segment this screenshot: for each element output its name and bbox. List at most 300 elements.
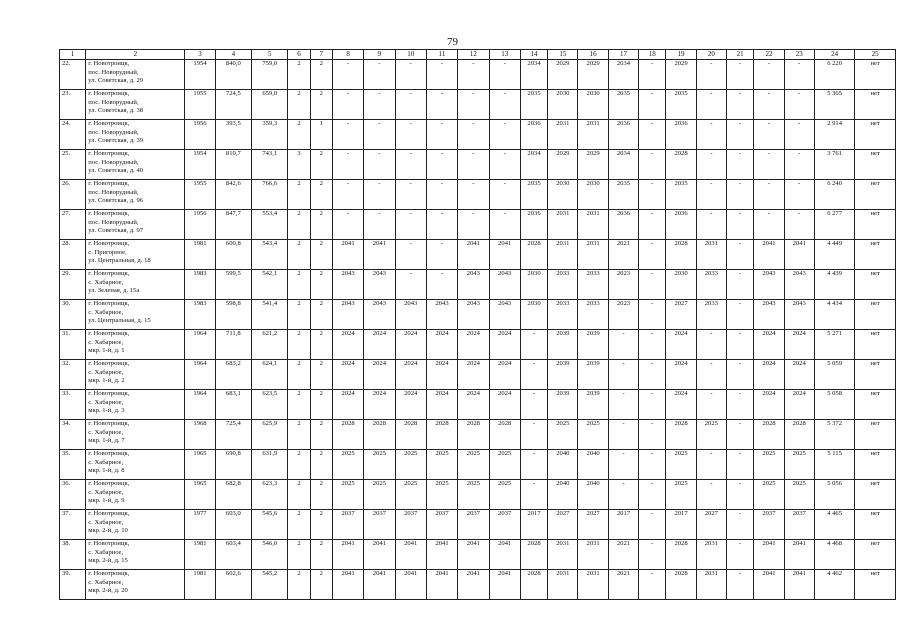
value-cell: 1955 [185, 90, 215, 120]
value-cell: 543,4 [252, 240, 288, 270]
value-cell: 2 [310, 210, 332, 240]
value-cell: 2037 [426, 510, 457, 540]
value-cell: 1956 [185, 120, 215, 150]
value-cell: 2 [288, 360, 310, 390]
address-cell [86, 510, 185, 540]
address-cell [86, 480, 185, 510]
value-cell: 1977 [185, 510, 215, 540]
value-cell: 2024 [784, 330, 814, 360]
value-cell: 2028 [754, 420, 784, 450]
value-cell: 2024 [332, 330, 363, 360]
value-cell: 2024 [364, 390, 395, 420]
value-cell: 2043 [489, 300, 520, 330]
value-cell: 711,8 [215, 330, 251, 360]
value-cell: 5 056 [814, 480, 854, 510]
value-cell: 598,8 [215, 300, 251, 330]
value-cell: - [520, 390, 547, 420]
value-cell: 1983 [185, 300, 215, 330]
value-cell: 2035 [666, 180, 696, 210]
value-cell: - [364, 60, 395, 90]
value-cell: 2 [310, 570, 332, 600]
value-cell: 2041 [395, 570, 426, 600]
value-cell: 1981 [185, 240, 215, 270]
column-header: 19 [666, 50, 696, 60]
value-cell: 2031 [548, 540, 578, 570]
value-cell: - [754, 60, 784, 90]
row-number-cell: 33. [60, 390, 86, 420]
value-cell: 2021 [608, 570, 638, 600]
value-cell: 2040 [578, 450, 608, 480]
value-cell: - [727, 150, 754, 180]
table-row [60, 360, 896, 390]
value-cell: 2 [310, 360, 332, 390]
value-cell: 2033 [548, 270, 578, 300]
value-cell: 724,5 [215, 90, 251, 120]
value-cell: - [608, 390, 638, 420]
value-cell: 2027 [548, 510, 578, 540]
column-header: 4 [215, 50, 251, 60]
value-cell: 2028 [666, 570, 696, 600]
value-cell: 810,7 [215, 150, 251, 180]
value-cell: 2041 [426, 540, 457, 570]
value-cell: 2039 [578, 390, 608, 420]
value-cell: 683,2 [215, 360, 251, 390]
value-cell: 2024 [332, 390, 363, 420]
value-cell: 2024 [426, 360, 457, 390]
value-cell: 2043 [364, 300, 395, 330]
value-cell: 2 [288, 450, 310, 480]
column-header: 20 [696, 50, 726, 60]
value-cell: нет [855, 390, 896, 420]
value-cell: 2028 [332, 420, 363, 450]
value-cell: - [696, 330, 726, 360]
column-header: 7 [310, 50, 332, 60]
address-line: с. Хабарное, [88, 428, 124, 436]
value-cell: 2031 [548, 240, 578, 270]
value-cell: 2 [288, 570, 310, 600]
address-line: с. Хабарное, [88, 338, 124, 346]
address-line: мкр. 1-й, д. 7 [88, 437, 125, 445]
table-row [60, 210, 896, 240]
table-row [60, 240, 896, 270]
value-cell: - [727, 210, 754, 240]
value-cell: 2028 [489, 420, 520, 450]
value-cell: 2017 [666, 510, 696, 540]
value-cell: 2 [310, 60, 332, 90]
address-cell [86, 450, 185, 480]
value-cell: - [696, 180, 726, 210]
table-row [60, 480, 896, 510]
value-cell: - [696, 210, 726, 240]
address-line: мкр. 1-й, д. 1 [88, 347, 125, 355]
value-cell: - [754, 90, 784, 120]
value-cell: 2030 [520, 270, 547, 300]
column-header: 13 [489, 50, 520, 60]
address-line: ул. Центральная, д. 18 [88, 257, 151, 265]
column-header: 21 [727, 50, 754, 60]
value-cell: 2 [288, 330, 310, 360]
value-cell: 2025 [395, 450, 426, 480]
value-cell: 2025 [395, 480, 426, 510]
address-line: г. Новотроицк, [88, 90, 130, 97]
address-line: г. Новотроицк, [88, 450, 130, 457]
address-line: мкр. 2-й, д. 20 [88, 587, 128, 595]
column-number-header [60, 50, 896, 60]
value-cell: 2037 [395, 510, 426, 540]
value-cell: 2040 [578, 480, 608, 510]
value-cell: - [458, 120, 489, 150]
value-cell: 2036 [608, 120, 638, 150]
value-cell: 545,6 [252, 510, 288, 540]
address-line: г. Новотроицк, [88, 540, 130, 547]
value-cell: - [395, 150, 426, 180]
address-line: ул. Центральная, д. 15 [88, 317, 151, 325]
value-cell: 2 [288, 300, 310, 330]
value-cell: 2 [310, 420, 332, 450]
address-cell [86, 60, 185, 90]
value-cell: - [727, 420, 754, 450]
value-cell: 2024 [458, 330, 489, 360]
value-cell: 2021 [608, 240, 638, 270]
address-line: г. Новотроицк, [88, 150, 130, 157]
value-cell: 2029 [578, 150, 608, 180]
value-cell: - [608, 480, 638, 510]
value-cell: - [520, 360, 547, 390]
value-cell: 2041 [332, 240, 363, 270]
value-cell: 682,8 [215, 480, 251, 510]
table-row [60, 90, 896, 120]
page-number: 79 [447, 36, 458, 48]
value-cell: 1965 [185, 480, 215, 510]
address-line: ул. Советская, д. 29 [88, 77, 144, 85]
value-cell: 4 465 [814, 510, 854, 540]
value-cell: 2024 [364, 330, 395, 360]
value-cell: 2 [310, 540, 332, 570]
value-cell: 2 [288, 60, 310, 90]
address-line: с. Хабарное, [88, 368, 124, 376]
value-cell: 2037 [489, 510, 520, 540]
value-cell: - [332, 60, 363, 90]
row-number-cell: 24. [60, 120, 86, 150]
value-cell: - [639, 540, 666, 570]
value-cell: 4 434 [814, 300, 854, 330]
value-cell: - [489, 120, 520, 150]
address-line: г. Новотроицк, [88, 300, 130, 307]
value-cell: - [754, 180, 784, 210]
value-cell: 2041 [458, 240, 489, 270]
value-cell: 541,4 [252, 300, 288, 330]
value-cell: 2033 [548, 300, 578, 330]
value-cell: - [639, 390, 666, 420]
value-cell: - [395, 120, 426, 150]
value-cell: 2039 [578, 360, 608, 390]
value-cell: 2033 [696, 270, 726, 300]
value-cell: - [639, 480, 666, 510]
table-row [60, 270, 896, 300]
column-header: 2 [86, 50, 185, 60]
value-cell: 2043 [364, 270, 395, 300]
value-cell: 2017 [608, 510, 638, 540]
row-number-cell: 31. [60, 330, 86, 360]
table-row [60, 120, 896, 150]
value-cell: - [395, 60, 426, 90]
address-line: пос. Новорудный, [88, 68, 139, 76]
address-line: мкр. 1-й, д. 3 [88, 407, 125, 415]
value-cell: 2031 [548, 570, 578, 600]
column-header: 23 [784, 50, 814, 60]
value-cell: 2024 [458, 390, 489, 420]
value-cell: - [489, 60, 520, 90]
address-line: мкр. 2-й, д. 15 [88, 557, 128, 565]
value-cell: - [727, 270, 754, 300]
address-line: мкр. 2-й, д. 10 [88, 527, 128, 535]
value-cell: 766,6 [252, 180, 288, 210]
address-line: с. Пригорное, [88, 248, 127, 256]
value-cell: 2024 [666, 390, 696, 420]
value-cell: 2035 [608, 180, 638, 210]
row-number-cell: 23. [60, 90, 86, 120]
row-number-cell: 27. [60, 210, 86, 240]
value-cell: нет [855, 360, 896, 390]
value-cell: нет [855, 210, 896, 240]
value-cell: - [458, 180, 489, 210]
value-cell: 2 [310, 180, 332, 210]
value-cell: 2034 [520, 150, 547, 180]
value-cell: - [639, 240, 666, 270]
value-cell: - [608, 420, 638, 450]
value-cell: - [727, 180, 754, 210]
value-cell: 2031 [578, 120, 608, 150]
address-line: г. Новотроицк, [88, 180, 130, 187]
value-cell: - [639, 570, 666, 600]
table-row [60, 420, 896, 450]
value-cell: 743,1 [252, 150, 288, 180]
value-cell: 2043 [754, 270, 784, 300]
value-cell: 2021 [608, 540, 638, 570]
value-cell: 2028 [426, 420, 457, 450]
value-cell: 690,8 [215, 450, 251, 480]
value-cell: - [458, 150, 489, 180]
address-line: г. Новотроицк, [88, 570, 130, 577]
value-cell: - [395, 90, 426, 120]
value-cell: 2024 [489, 390, 520, 420]
value-cell: - [426, 60, 457, 90]
column-header: 9 [364, 50, 395, 60]
value-cell: 2043 [784, 300, 814, 330]
column-header: 11 [426, 50, 457, 60]
address-line: г. Новотроицк, [88, 360, 130, 367]
address-cell [86, 180, 185, 210]
value-cell: 2031 [578, 240, 608, 270]
value-cell: 2041 [364, 570, 395, 600]
value-cell: 840,0 [215, 60, 251, 90]
address-line: ул. Советская, д. 39 [88, 137, 144, 145]
value-cell: 725,4 [215, 420, 251, 450]
value-cell: 359,3 [252, 120, 288, 150]
value-cell: 2043 [458, 270, 489, 300]
address-line: г. Новотроицк, [88, 60, 130, 67]
value-cell: 5 372 [814, 420, 854, 450]
value-cell: 5 365 [814, 90, 854, 120]
value-cell: 2041 [754, 240, 784, 270]
address-line: г. Новотроицк, [88, 210, 130, 217]
value-cell: 2025 [696, 420, 726, 450]
value-cell: - [696, 60, 726, 90]
value-cell: - [639, 120, 666, 150]
value-cell: 2 [288, 180, 310, 210]
value-cell: 2035 [520, 90, 547, 120]
value-cell: - [784, 180, 814, 210]
value-cell: 2027 [666, 300, 696, 330]
row-number-cell: 35. [60, 450, 86, 480]
header-row [60, 50, 896, 60]
value-cell: 847,7 [215, 210, 251, 240]
value-cell: - [426, 150, 457, 180]
row-number-cell: 30. [60, 300, 86, 330]
value-cell: - [458, 210, 489, 240]
value-cell: 2031 [578, 210, 608, 240]
value-cell: 2043 [395, 300, 426, 330]
address-cell [86, 540, 185, 570]
value-cell: 2025 [364, 480, 395, 510]
value-cell: нет [855, 450, 896, 480]
value-cell: 2029 [666, 60, 696, 90]
value-cell: 683,1 [215, 390, 251, 420]
value-cell: 2025 [426, 450, 457, 480]
value-cell: 2041 [458, 540, 489, 570]
address-cell [86, 240, 185, 270]
value-cell: 2035 [666, 90, 696, 120]
value-cell: - [639, 60, 666, 90]
value-cell: 2034 [520, 60, 547, 90]
value-cell: - [696, 90, 726, 120]
value-cell: 2024 [754, 360, 784, 390]
value-cell: 5 271 [814, 330, 854, 360]
value-cell: 1954 [185, 60, 215, 90]
value-cell: 2031 [696, 570, 726, 600]
value-cell: 599,5 [215, 270, 251, 300]
value-cell: 2025 [666, 480, 696, 510]
value-cell: - [426, 270, 457, 300]
column-header: 1 [60, 50, 86, 60]
value-cell: нет [855, 270, 896, 300]
value-cell: - [364, 150, 395, 180]
value-cell: 1964 [185, 360, 215, 390]
value-cell: 2 [288, 390, 310, 420]
value-cell: 553,4 [252, 210, 288, 240]
address-line: г. Новотроицк, [88, 390, 130, 397]
value-cell: 1981 [185, 540, 215, 570]
value-cell: - [364, 120, 395, 150]
value-cell: нет [855, 300, 896, 330]
value-cell: 623,5 [252, 390, 288, 420]
value-cell: 2043 [489, 270, 520, 300]
column-header: 17 [608, 50, 638, 60]
value-cell: 2025 [784, 450, 814, 480]
value-cell: - [727, 570, 754, 600]
value-cell: - [784, 150, 814, 180]
value-cell: 2043 [426, 300, 457, 330]
value-cell: - [639, 450, 666, 480]
value-cell: - [395, 210, 426, 240]
value-cell: нет [855, 240, 896, 270]
value-cell: 2037 [332, 510, 363, 540]
value-cell: 2023 [608, 270, 638, 300]
value-cell: 4 468 [814, 540, 854, 570]
value-cell: - [332, 150, 363, 180]
column-header: 3 [185, 50, 215, 60]
address-line: пос. Новорудный, [88, 98, 139, 106]
value-cell: - [458, 60, 489, 90]
value-cell: 603,0 [215, 510, 251, 540]
value-cell: - [426, 180, 457, 210]
value-cell: 2041 [364, 240, 395, 270]
value-cell: 659,0 [252, 90, 288, 120]
table-row [60, 510, 896, 540]
value-cell: 2036 [520, 120, 547, 150]
value-cell: 2039 [548, 330, 578, 360]
value-cell: 2028 [666, 150, 696, 180]
column-header: 12 [458, 50, 489, 60]
value-cell: 2 [310, 480, 332, 510]
value-cell: - [520, 480, 547, 510]
value-cell: 2031 [696, 540, 726, 570]
value-cell: 5 115 [814, 450, 854, 480]
value-cell: - [364, 90, 395, 120]
value-cell: - [754, 150, 784, 180]
column-header: 5 [252, 50, 288, 60]
value-cell: 2025 [754, 450, 784, 480]
value-cell: 4 449 [814, 240, 854, 270]
value-cell: 2041 [784, 240, 814, 270]
column-header: 18 [639, 50, 666, 60]
value-cell: 2025 [458, 480, 489, 510]
value-cell: 2028 [666, 240, 696, 270]
value-cell: - [426, 90, 457, 120]
value-cell: 2040 [548, 480, 578, 510]
address-cell [86, 150, 185, 180]
value-cell: - [639, 90, 666, 120]
address-line: ул. Советская, д. 40 [88, 167, 144, 175]
address-line: ул. Зеленая, д. 15а [88, 287, 140, 295]
value-cell: 542,1 [252, 270, 288, 300]
address-line: пос. Новорудный, [88, 158, 139, 166]
address-line: г. Новотроицк, [88, 480, 130, 487]
value-cell: - [364, 180, 395, 210]
value-cell: - [696, 150, 726, 180]
value-cell: 2 [310, 240, 332, 270]
value-cell: - [608, 360, 638, 390]
value-cell: нет [855, 150, 896, 180]
table-row [60, 300, 896, 330]
value-cell: 1956 [185, 210, 215, 240]
value-cell: 2 [288, 480, 310, 510]
row-number-cell: 39. [60, 570, 86, 600]
value-cell: - [727, 540, 754, 570]
value-cell: 1968 [185, 420, 215, 450]
value-cell: 2 [288, 420, 310, 450]
value-cell: 602,6 [215, 570, 251, 600]
value-cell: 2027 [578, 510, 608, 540]
value-cell: 2 [310, 90, 332, 120]
value-cell: 2 [288, 210, 310, 240]
value-cell: 2029 [578, 60, 608, 90]
value-cell: 2041 [489, 570, 520, 600]
address-line: ул. Советская, д. 96 [88, 197, 144, 205]
address-line: г. Новотроицк, [88, 510, 130, 517]
value-cell: 2025 [666, 450, 696, 480]
address-line: г. Новотроицк, [88, 330, 130, 337]
